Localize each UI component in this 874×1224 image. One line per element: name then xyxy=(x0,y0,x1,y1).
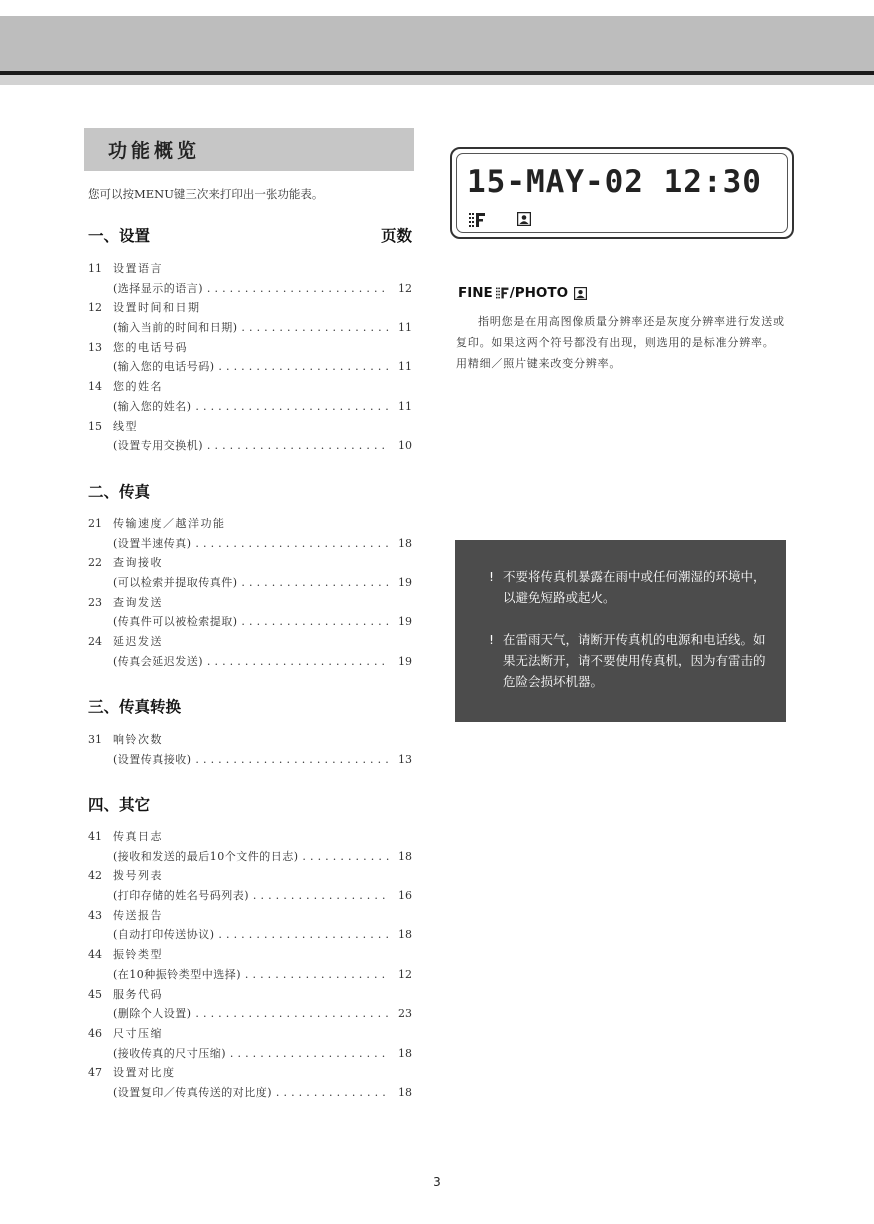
menu-item-name: 设置时间和日期 xyxy=(113,301,201,315)
menu-item-page: 13 xyxy=(390,750,412,770)
menu-item-number: 45 xyxy=(88,987,102,1001)
warning-mark-icon: ! xyxy=(489,632,495,647)
menu-item-description-row xyxy=(88,318,412,338)
menu-item-page: 18 xyxy=(390,925,412,945)
menu-item-name: 设置对比度 xyxy=(113,1066,176,1080)
menu-item-name: 您的电话号码 xyxy=(113,340,188,354)
menu-item-description: (传真件可以被检索提取) . . . xyxy=(113,612,390,632)
menu-item-row xyxy=(88,632,412,652)
menu-item-description: (输入当前的时间和日期) . . . xyxy=(113,318,390,338)
menu-item-number: 23 xyxy=(88,595,102,609)
lcd-date-time: 15-MAY-02 12:30 xyxy=(467,164,762,200)
menu-item-description: (接收和发送的最后10个文件的日志) . . . xyxy=(113,847,390,867)
menu-item-name: 拨号列表 xyxy=(113,869,163,883)
menu-item-number: 14 xyxy=(88,380,102,394)
menu-item-name: 查询发送 xyxy=(113,595,163,609)
menu-item-page: 16 xyxy=(390,886,412,906)
menu-item-row xyxy=(88,298,412,318)
menu-item-row xyxy=(88,259,412,279)
menu-item-name: 线型 xyxy=(113,419,138,433)
menu-item-page: 19 xyxy=(390,573,412,593)
menu-item-name: 振铃类型 xyxy=(113,948,163,962)
menu-item-description-row xyxy=(88,534,412,554)
menu-item-number: 44 xyxy=(88,948,102,962)
menu-item-row xyxy=(88,730,412,750)
menu-item-description: (输入您的电话号码) . . . xyxy=(113,357,390,377)
menu-item-page: 18 xyxy=(390,1083,412,1103)
lcd-display xyxy=(450,147,794,239)
menu-item-page: 12 xyxy=(390,965,412,985)
menu-item-number: 11 xyxy=(88,262,102,275)
menu-item-number: 24 xyxy=(88,635,102,649)
warning-mark-icon: ! xyxy=(489,569,495,584)
intro-text: 您可以按MENU键三次来打印出一张功能表。 xyxy=(88,187,324,201)
menu-item-description: (输入您的姓名) . . . xyxy=(113,397,390,417)
menu-item-name: 尺寸压缩 xyxy=(113,1026,163,1040)
section-heading-fax-switch: 三、传真转换 xyxy=(88,698,182,716)
menu-item-page: 11 xyxy=(390,397,412,417)
menu-item-row xyxy=(88,827,412,847)
menu-item-row xyxy=(88,417,412,437)
menu-item-description: (自动打印传送协议) . . . xyxy=(113,925,390,945)
menu-item-page: 11 xyxy=(390,357,412,377)
menu-item-name: 服务代码 xyxy=(113,987,163,1001)
menu-item-description-row xyxy=(88,436,412,456)
menu-item-description-row xyxy=(88,279,412,299)
menu-item-description: (传真会延迟发送) . . . xyxy=(113,652,390,672)
menu-item-description-row xyxy=(88,573,412,593)
menu-item-name: 响铃次数 xyxy=(113,733,163,746)
menu-item-description-row xyxy=(88,750,412,770)
header-band xyxy=(0,16,874,72)
menu-item-page: 19 xyxy=(390,652,412,672)
menu-item-row xyxy=(88,514,412,534)
warning-text: 不要将传真机暴露在雨中或任何潮湿的环境中，以避免短路或起火。 xyxy=(503,569,766,605)
menu-item-name: 您的姓名 xyxy=(113,380,163,394)
menu-item-description-row xyxy=(88,925,412,945)
menu-item-number: 13 xyxy=(88,340,102,354)
photo-icon xyxy=(517,212,531,226)
fax-switch-list xyxy=(88,730,412,769)
lcd-inner-frame xyxy=(456,153,788,233)
menu-item-page: 11 xyxy=(390,318,412,338)
menu-item-number: 12 xyxy=(88,301,102,315)
menu-item-description-row xyxy=(88,847,412,867)
header-under-band xyxy=(0,75,874,85)
menu-item-description: (选择显示的语言) . . . xyxy=(113,279,390,299)
menu-item-number: 15 xyxy=(88,419,102,433)
menu-item-name: 传真日志 xyxy=(113,830,163,843)
menu-item-description-row xyxy=(88,652,412,672)
menu-item-page: 23 xyxy=(390,1004,412,1024)
settings-list xyxy=(88,259,412,456)
menu-item-description: (删除个人设置) . . . xyxy=(113,1004,390,1024)
menu-item-description-row xyxy=(88,1083,412,1103)
menu-item-description-row xyxy=(88,1044,412,1064)
menu-item-page: 18 xyxy=(390,1044,412,1064)
page-title: 功能概览 xyxy=(84,128,414,171)
menu-item-description-row xyxy=(88,1004,412,1024)
menu-item-page: 19 xyxy=(390,612,412,632)
menu-item-number: 22 xyxy=(88,556,102,570)
menu-item-number: 21 xyxy=(88,517,102,530)
menu-item-description-row xyxy=(88,886,412,906)
menu-item-row xyxy=(88,593,412,613)
fine-icon xyxy=(469,212,487,228)
fine-icon xyxy=(496,286,510,300)
menu-item-description: (打印存储的姓名号码列表) . . . xyxy=(113,886,390,906)
menu-item-description: (设置复印／传真传送的对比度) . . . xyxy=(113,1083,390,1103)
menu-item-row xyxy=(88,985,412,1005)
page-number: 3 xyxy=(433,1175,441,1189)
page-column-label: 页数 xyxy=(380,227,412,245)
section-heading-other: 四、其它 xyxy=(88,796,151,814)
menu-item-number: 31 xyxy=(88,733,102,746)
warning-box xyxy=(455,540,786,722)
menu-item-name: 延迟发送 xyxy=(113,635,163,649)
menu-item-description: (可以检索并提取传真件) . . . xyxy=(113,573,390,593)
menu-item-page: 18 xyxy=(390,847,412,867)
menu-item-name: 查询接收 xyxy=(113,556,163,570)
menu-item-row xyxy=(88,338,412,358)
menu-item-number: 42 xyxy=(88,869,102,883)
menu-item-page: 18 xyxy=(390,534,412,554)
menu-item-description-row xyxy=(88,357,412,377)
menu-item-name: 传输速度／越洋功能 xyxy=(113,517,226,530)
menu-item-description: (设置专用交换机) . . . xyxy=(113,436,390,456)
other-list xyxy=(88,827,412,1103)
menu-item-number: 43 xyxy=(88,908,102,922)
fine-photo-heading: FINE /PHOTO xyxy=(458,285,587,301)
warning-text: 在雷雨天气，请断开传真机的电源和电话线。如果无法断开，请不要使用传真机，因为有雷击的危险会损坏机器。 xyxy=(503,632,766,689)
section-heading-settings: 一、设置 页数 xyxy=(88,224,412,246)
menu-item-description: (设置半速传真) . . . xyxy=(113,534,390,554)
menu-item-row xyxy=(88,945,412,965)
menu-item-row xyxy=(88,906,412,926)
photo-icon xyxy=(574,287,587,300)
menu-item-row xyxy=(88,1024,412,1044)
menu-item-number: 41 xyxy=(88,830,102,843)
menu-item-row xyxy=(88,866,412,886)
menu-item-page: 10 xyxy=(390,436,412,456)
menu-item-name: 设置语言 xyxy=(113,262,163,275)
menu-item-description: (接收传真的尺寸压缩) . . . xyxy=(113,1044,390,1064)
menu-item-row xyxy=(88,377,412,397)
section-heading-fax: 二、传真 xyxy=(88,483,151,501)
menu-item-description-row xyxy=(88,965,412,985)
menu-item-description-row xyxy=(88,612,412,632)
menu-item-name: 传送报告 xyxy=(113,908,163,922)
menu-item-number: 46 xyxy=(88,1026,102,1040)
warning-item xyxy=(485,629,766,692)
menu-item-page: 12 xyxy=(390,279,412,299)
fax-list xyxy=(88,514,412,672)
menu-item-row xyxy=(88,553,412,573)
menu-item-number: 47 xyxy=(88,1066,102,1080)
fine-photo-description: 指明您是在用高图像质量分辨率还是灰度分辨率进行发送或复印。如果这两个符号都没有出现，则选用的是标准分辨率。用精细／照片键来改变分辨率。 xyxy=(456,315,785,370)
menu-item-description-row xyxy=(88,397,412,417)
menu-item-description: (设置传真接收) . . . xyxy=(113,750,390,770)
menu-item-row xyxy=(88,1063,412,1083)
warning-item xyxy=(485,566,766,608)
menu-item-description: (在10种振铃类型中选择) . . . xyxy=(113,965,390,985)
